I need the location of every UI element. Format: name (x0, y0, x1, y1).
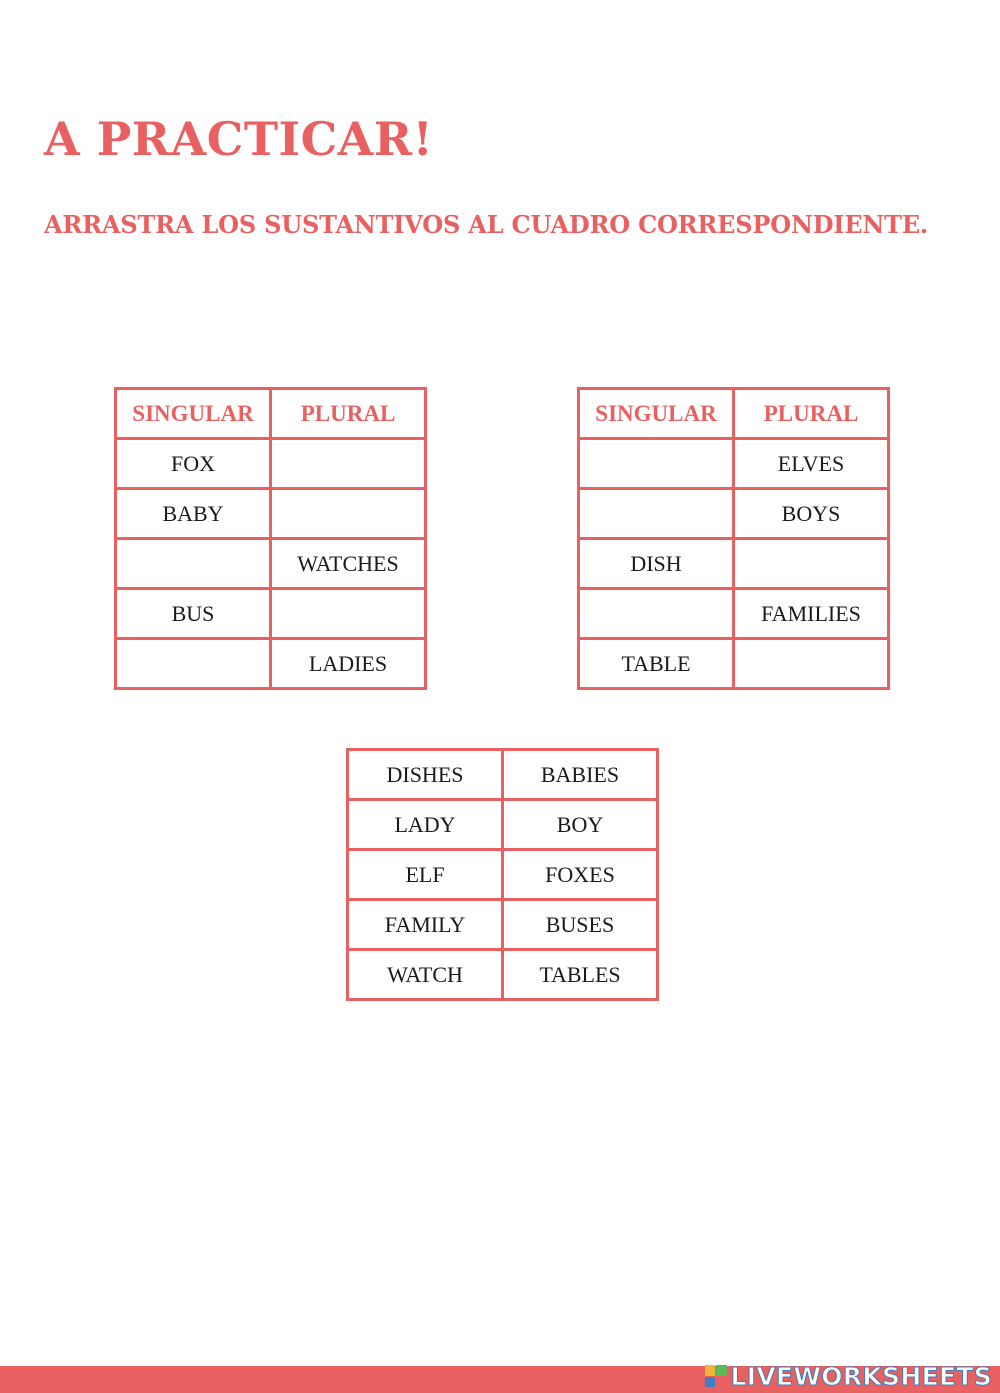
word-bank (346, 748, 659, 1001)
draggable-word[interactable]: BABIES (503, 750, 658, 800)
header-singular: SINGULAR (116, 389, 271, 439)
drop-slot-singular[interactable] (579, 439, 734, 489)
word-bank-row (348, 750, 658, 800)
draggable-word[interactable]: WATCH (348, 950, 503, 1000)
draggable-word[interactable]: BOY (503, 800, 658, 850)
cell-plural: LADIES (271, 639, 426, 689)
table-row (579, 589, 889, 639)
cell-plural: WATCHES (271, 539, 426, 589)
draggable-word[interactable]: TABLES (503, 950, 658, 1000)
cell-plural: BOYS (734, 489, 889, 539)
cell-singular: TABLE (579, 639, 734, 689)
drop-slot-singular[interactable] (116, 639, 271, 689)
table-row (579, 639, 889, 689)
table-row (116, 589, 426, 639)
header-singular: SINGULAR (579, 389, 734, 439)
table-row (116, 489, 426, 539)
drop-slot-plural[interactable] (271, 589, 426, 639)
table-row (116, 439, 426, 489)
header-plural: PLURAL (271, 389, 426, 439)
draggable-word[interactable]: DISHES (348, 750, 503, 800)
cell-singular: DISH (579, 539, 734, 589)
table-left (114, 387, 427, 690)
cell-singular: FOX (116, 439, 271, 489)
drop-slot-plural[interactable] (734, 639, 889, 689)
brand[interactable] (705, 1361, 992, 1391)
table-right (577, 387, 890, 690)
cell-plural: FAMILIES (734, 589, 889, 639)
drop-slot-plural[interactable] (734, 539, 889, 589)
page-title: A PRACTICAR! (44, 112, 434, 166)
draggable-word[interactable]: FAMILY (348, 900, 503, 950)
table-row (579, 489, 889, 539)
table-row (116, 639, 426, 689)
drop-slot-singular[interactable] (116, 539, 271, 589)
cell-plural: ELVES (734, 439, 889, 489)
word-bank-row (348, 800, 658, 850)
draggable-word[interactable]: ELF (348, 850, 503, 900)
instructions: ARRASTRA LOS SUSTANTIVOS AL CUADRO CORRESPONDIENTE. (44, 210, 929, 239)
cell-singular: BUS (116, 589, 271, 639)
word-bank-row (348, 850, 658, 900)
table-header-row (579, 389, 889, 439)
liveworksheets-logo-icon (705, 1365, 727, 1387)
draggable-word[interactable]: FOXES (503, 850, 658, 900)
header-plural: PLURAL (734, 389, 889, 439)
brand-name: LIVEWORKSHEETS (730, 1361, 992, 1391)
drop-slot-singular[interactable] (579, 589, 734, 639)
table-row (116, 539, 426, 589)
word-bank-row (348, 900, 658, 950)
table-row (579, 439, 889, 489)
table-row (579, 539, 889, 589)
draggable-word[interactable]: BUSES (503, 900, 658, 950)
table-header-row (116, 389, 426, 439)
drop-slot-plural[interactable] (271, 439, 426, 489)
drop-slot-singular[interactable] (579, 489, 734, 539)
draggable-word[interactable]: LADY (348, 800, 503, 850)
cell-singular: BABY (116, 489, 271, 539)
drop-slot-plural[interactable] (271, 489, 426, 539)
word-bank-row (348, 950, 658, 1000)
